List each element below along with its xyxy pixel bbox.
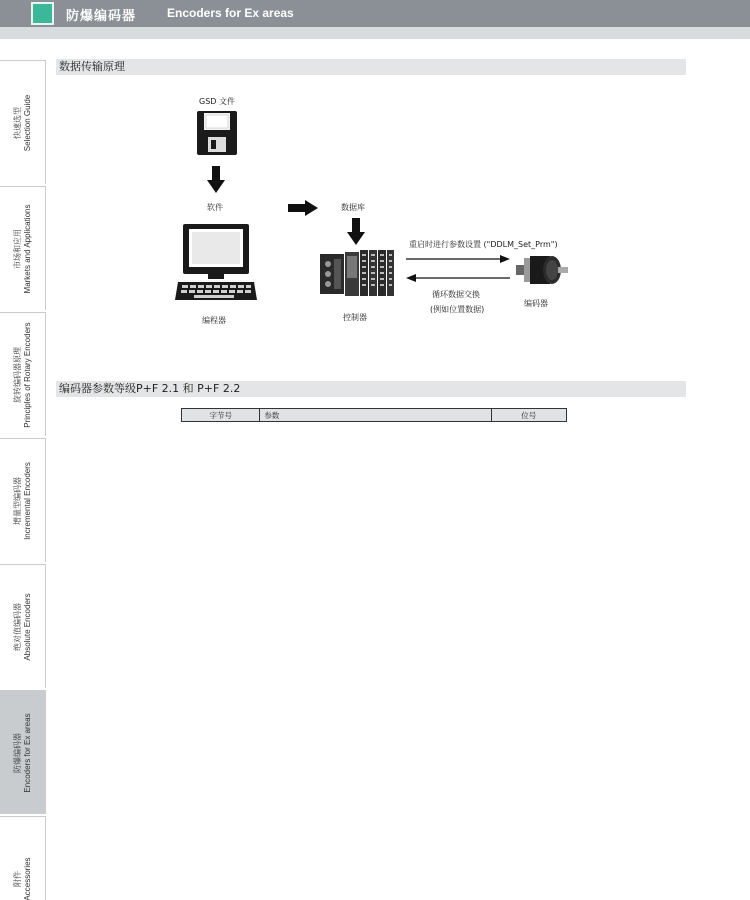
encoder-label: 编码器 xyxy=(524,299,548,308)
side-tab-en: Accessories xyxy=(22,856,32,900)
page-header xyxy=(0,0,750,27)
column-header-param: 参数 xyxy=(260,409,491,422)
column-header-byte: 字节号 xyxy=(182,409,260,422)
side-tab-markets[interactable] xyxy=(0,186,46,310)
side-tab-incremental[interactable] xyxy=(0,438,46,562)
side-tab-selection-guide[interactable] xyxy=(0,60,46,184)
side-tab-en: Absolute Encoders xyxy=(22,592,32,661)
controller-label: 控制器 xyxy=(343,313,367,322)
down-arrow-icon xyxy=(207,166,225,194)
header-subbar xyxy=(0,27,750,39)
cyclic-exchange-sub-label: (例如位置数据) xyxy=(430,305,485,314)
controller-plc-icon xyxy=(319,248,395,298)
programmer-label: 编程器 xyxy=(202,316,226,325)
side-tab-en: Encoders for Ex areas xyxy=(22,712,32,793)
side-tab-cn: 市场和应用 xyxy=(12,228,22,269)
side-tab-ex-areas[interactable] xyxy=(0,690,46,814)
down-arrow-icon xyxy=(347,218,365,246)
right-arrow-icon xyxy=(288,200,318,216)
cyclic-exchange-label: 循环数据交换 xyxy=(432,290,480,299)
encoder-device-icon xyxy=(516,252,568,288)
side-tab-en: Markets and Applications xyxy=(22,204,32,293)
parameter-arrow-icon xyxy=(406,254,510,264)
header-title-en: Encoders for Ex areas xyxy=(167,6,294,20)
side-navigation xyxy=(0,60,46,900)
cyclic-arrow-icon xyxy=(406,273,510,283)
side-tab-en: Incremental Encoders xyxy=(22,461,32,540)
programmer-computer-icon xyxy=(174,222,258,302)
parameter-table xyxy=(181,408,567,422)
section-parameter-title: 编码器参数等级P+F 2.1 和 P+F 2.2 xyxy=(56,381,686,397)
data-transfer-diagram xyxy=(56,80,686,340)
floppy-disk-icon xyxy=(196,110,238,156)
software-label: 软件 xyxy=(207,203,223,212)
side-tab-principles[interactable] xyxy=(0,312,46,436)
restart-parameter-label: 重启时进行参数设置 ("DDLM_Set_Prm") xyxy=(409,240,558,249)
table-header-row xyxy=(182,409,567,422)
side-tab-absolute[interactable] xyxy=(0,564,46,688)
side-tab-cn: 增量型编码器 xyxy=(12,476,22,525)
brand-square-icon xyxy=(31,2,54,25)
side-tab-en: Selection Guide xyxy=(22,94,32,151)
section-data-transfer-title: 数据传输原理 xyxy=(56,59,686,75)
header-title-cn: 防爆编码器 xyxy=(66,9,137,24)
side-tab-cn: 旋转编码器原理 xyxy=(12,346,22,403)
side-tab-cn: 防爆编码器 xyxy=(12,732,22,773)
side-tab-cn: 绝对值编码器 xyxy=(12,602,22,651)
side-tab-accessories[interactable] xyxy=(0,816,46,900)
side-tab-cn: 附件 xyxy=(12,870,22,887)
database-label: 数据库 xyxy=(341,203,365,212)
side-tab-cn: 快速选型 xyxy=(12,106,22,139)
column-header-bit: 位号 xyxy=(491,409,566,422)
gsd-file-label: GSD 文件 xyxy=(199,97,235,106)
side-tab-en: Principles of Rotary Encoders xyxy=(22,321,32,428)
